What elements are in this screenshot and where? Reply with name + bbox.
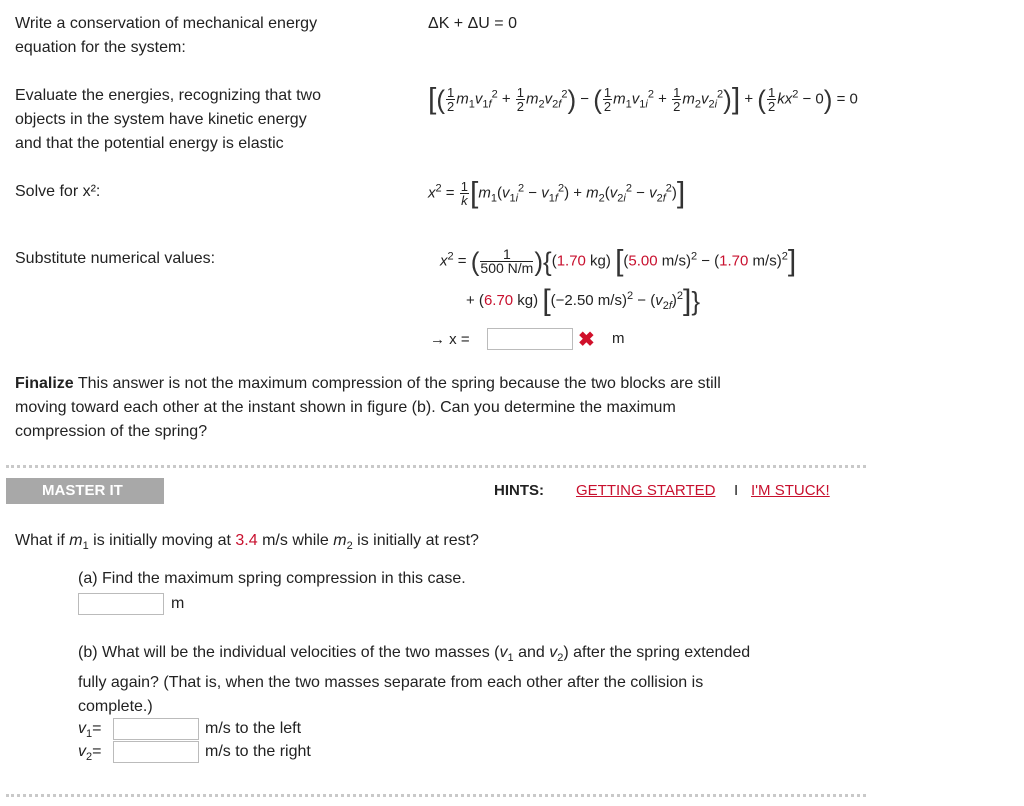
substitution-line1: $x^2$ = ( $\frac{1}{500 N/m}$ ){(1.70 kg) [(5.00 m/s)$^2$ − (1.70 m/s)$^2$] bbox=[440, 244, 797, 278]
solve-x-squared-equation: $x^2$ = $\frac{1}{k}$ $[m_1(v_{1i}^2 - v_{1f}^2) + m_2(v_{2i}^2 - v_{2f}^2)]$ bbox=[428, 176, 686, 210]
master-it-button[interactable]: MASTER IT bbox=[6, 478, 164, 504]
divider-bottom bbox=[6, 794, 866, 797]
v2-label: $v_2=$ bbox=[78, 743, 102, 764]
energy-conservation-equation: ΔK + ΔU = 0 bbox=[428, 15, 517, 32]
v1-label: $v_1=$ bbox=[78, 720, 102, 741]
part-a-compression-input[interactable] bbox=[78, 593, 164, 615]
incorrect-x-icon: ✖ bbox=[578, 329, 595, 351]
x-answer-input[interactable] bbox=[487, 328, 573, 350]
hints-label: HINTS: bbox=[494, 482, 544, 499]
step3-label: Solve for x²: bbox=[15, 183, 101, 200]
part-b-question: (b) What will be the individual velocities of the two masses ($v_1$ and $v_2$) after the spring extended fully again? (That is, when the two masses separate from each other after the collision is complete.) bbox=[78, 644, 751, 715]
step1-label: Write a conservation of mechanical energy equation for the system: bbox=[15, 15, 318, 56]
part-a-unit: m bbox=[171, 595, 185, 612]
part-a-label: (a) Find the maximum spring compression in this case. bbox=[78, 570, 466, 587]
hint-getting-started-link[interactable]: GETTING STARTED bbox=[576, 482, 716, 499]
v2-velocity-input[interactable] bbox=[113, 741, 199, 763]
answer-unit: m bbox=[612, 330, 625, 347]
v1-velocity-input[interactable] bbox=[113, 718, 199, 740]
divider-top bbox=[6, 465, 866, 468]
step4-label: Substitute numerical values: bbox=[15, 250, 216, 267]
master-it-question: What if $m_1$ is initially moving at 3.4 m/s while $m_2$ is initially at rest? bbox=[15, 532, 479, 553]
answer-prefix: → x = bbox=[430, 331, 470, 348]
v2-unit: m/s to the right bbox=[205, 743, 311, 760]
finalize-paragraph: Finalize This answer is not the maximum compression of the spring because the two blocks are still moving toward each other at the instant shown in figure (b). Can you determine the maximum compression of the spring? bbox=[15, 375, 721, 440]
energy-expansion-equation: [( $\frac{1}{2}$ $m_1v_{1f}^2$ + $\frac{1}{2}$ $m_2v_{2f}^2$) − ( $\frac{1}{2}$ $m_1v_{1i}^2$ + $\frac{1}{2}$ $m_2v_{2i}^2$)] + ( $\frac{1}{2}$ $kx^2 - 0) = 0$ bbox=[428, 82, 858, 116]
hint-separator: I bbox=[734, 482, 739, 499]
hint-stuck-link[interactable]: I'M STUCK! bbox=[751, 482, 830, 499]
step2-label: Evaluate the energies, recognizing that two objects in the system have kinetic energy and that the potential energy is elastic bbox=[15, 87, 321, 152]
substitution-line2: + (6.70 kg) [(−2.50 $m/s)^2 - (v_{2f})^2$]} bbox=[466, 284, 701, 318]
v1-unit: m/s to the left bbox=[205, 720, 302, 737]
initial-speed: 3.4 bbox=[235, 532, 258, 549]
